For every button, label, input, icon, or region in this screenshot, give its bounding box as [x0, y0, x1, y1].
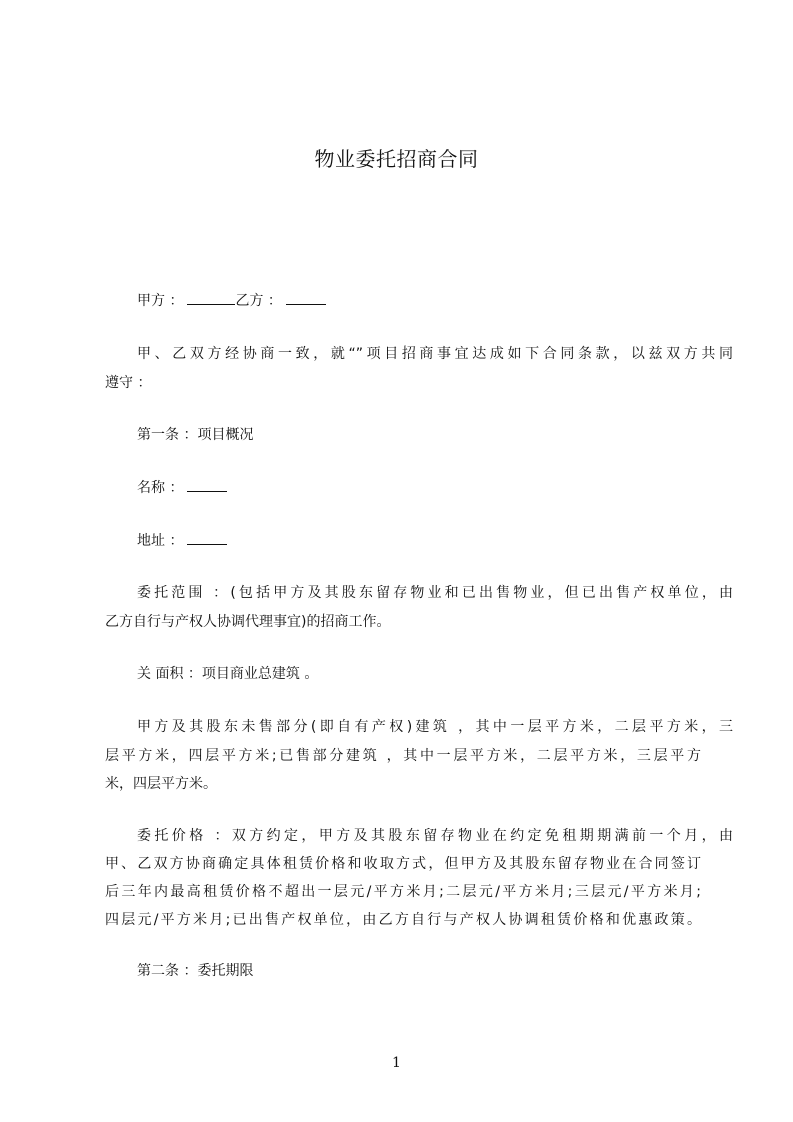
area-line: 关 面积 ：项目商业总建筑 。	[137, 666, 319, 682]
name-blank	[187, 476, 227, 492]
address-label: 地址 ：	[137, 533, 184, 549]
party-b-blank	[286, 289, 326, 305]
address-line	[105, 527, 733, 556]
intro-line-2: 遵守 ：	[105, 375, 152, 391]
article-2-heading: 第二条 ：委托期限	[137, 963, 254, 979]
details-line-1: 甲方及其股东未售部分(即自有产权)建筑 ，其中一层平方米，二层平方米，三	[137, 719, 733, 735]
price-line-4: 四层元/平方米月;已出售产权单位，由乙方自行与产权人协调租赁价格和优惠政策。	[105, 912, 701, 928]
address-blank	[187, 529, 227, 545]
parties-line	[105, 287, 733, 316]
intro-line-1: 甲、乙双方经协商一致，就“”项目招商事宜达成如下合同条款，以兹双方共同	[137, 346, 733, 362]
scope-line-2: 乙方自行与产权人协调代理事宜)的招商工作。	[105, 614, 391, 630]
party-a-label: 甲方 ：	[137, 293, 184, 309]
article-1-heading: 第一条 ：项目概况	[137, 427, 254, 443]
price-line-2: 甲、乙双方协商确定具体租赁价格和收取方式，但甲方及其股东留存物业在合同签订	[105, 856, 701, 872]
name-label: 名称 ：	[137, 480, 184, 496]
name-line	[105, 474, 733, 503]
price-line-1: 委托价格 ：双方约定，甲方及其股东留存物业在约定免租期期满前一个月，由	[137, 828, 733, 844]
scope-line-1: 委托范围 ：(包括甲方及其股东留存物业和已出售物业，但已出售产权单位，由	[137, 585, 733, 601]
details-line-2: 层平方米，四层平方米;已售部分建筑 ，其中一层平方米，二层平方米，三层平方	[105, 748, 701, 764]
document-title: 物业委托招商合同	[314, 147, 479, 171]
details-line-3: 米，四层平方米。	[105, 776, 217, 792]
price-line-3: 后三年内最高租赁价格不超出一层元/平方米月;二层元/平方米月;三层元/平方米月;	[105, 884, 701, 900]
party-b-label: 乙方 ：	[235, 293, 282, 309]
party-a-blank	[187, 289, 235, 305]
page-number: 1	[392, 1055, 401, 1071]
